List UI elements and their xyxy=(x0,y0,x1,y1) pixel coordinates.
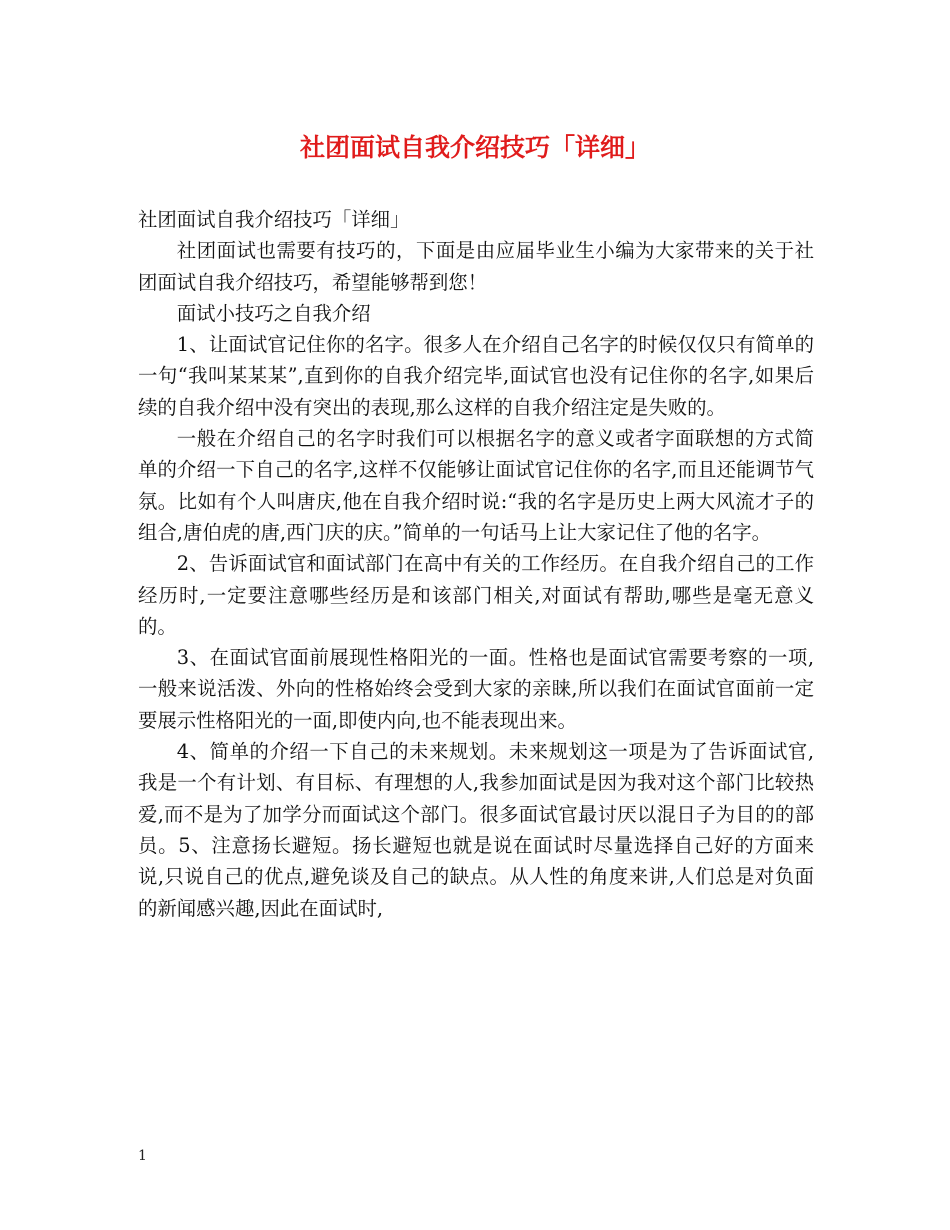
body-paragraph-intro: 社团面试也需要有技巧的，下面是由应届毕业生小编为大家带来的关于社团面试自我介绍技巧，希望能够帮到您！ xyxy=(138,239,814,294)
body-paragraph-tip-1-example: 一般在介绍自己的名字时我们可以根据名字的意义或者字面联想的方式简单的介绍一下自己的名字,这样不仅能够让面试官记住你的名字,而且还能调节气氛。比如有个人叫唐庆,他在自我介绍时说:“我的名字是历史上两大风流才子的组合,唐伯虎的唐,西门庆的庆。”简单的一句话马上让大家记住了他的名字。 xyxy=(138,427,814,544)
body-paragraph-section-heading: 面试小技巧之自我介绍 xyxy=(176,301,371,325)
body-paragraph-tip-3: 3、在面试官面前展现性格阳光的一面。性格也是面试官需要考察的一项,一般来说活泼、外向的性格始终会受到大家的亲睐,所以我们在面试官面前一定要展示性格阳光的一面,即使内向,也不能表现出来。 xyxy=(138,646,814,732)
body-paragraph-heading: 社团面试自我介绍技巧「详细」 xyxy=(138,208,410,231)
body-paragraph-tip-2: 2、告诉面试官和面试部门在高中有关的工作经历。在自我介绍自己的工作经历时,一定要注意哪些经历是和该部门相关,对面试有帮助,哪些是毫无意义的。 xyxy=(138,552,814,638)
body-paragraph-tip-4-5: 4、简单的介绍一下自己的未来规划。未来规划这一项是为了告诉面试官,我是一个有计划、有目标、有理想的人,我参加面试是因为我对这个部门比较热爱,而不是为了加学分而面试这个部门。很多面试官最讨厌以混日子为目的的部员。5、注意扬长避短。扬长避短也就是说在面试时尽量选择自己好的方面来说,只说自己的优点,避免谈及自己的缺点。从人性的角度来讲,人们总是对负面的新闻感兴趣,因此在面试时, xyxy=(138,740,814,920)
document-title: 社团面试自我介绍技巧「详细」 xyxy=(299,133,650,162)
body-paragraph-tip-1: 1、让面试官记住你的名字。很多人在介绍自己名字的时候仅仅只有简单的一句“我叫某某某”,直到你的自我介绍完毕,面试官也没有记住你的名字,如果后续的自我介绍中没有突出的表现,那么这样的自我介绍注定是失败的。 xyxy=(138,333,814,419)
page-number: 1 xyxy=(138,1148,147,1164)
document-body xyxy=(138,204,814,924)
